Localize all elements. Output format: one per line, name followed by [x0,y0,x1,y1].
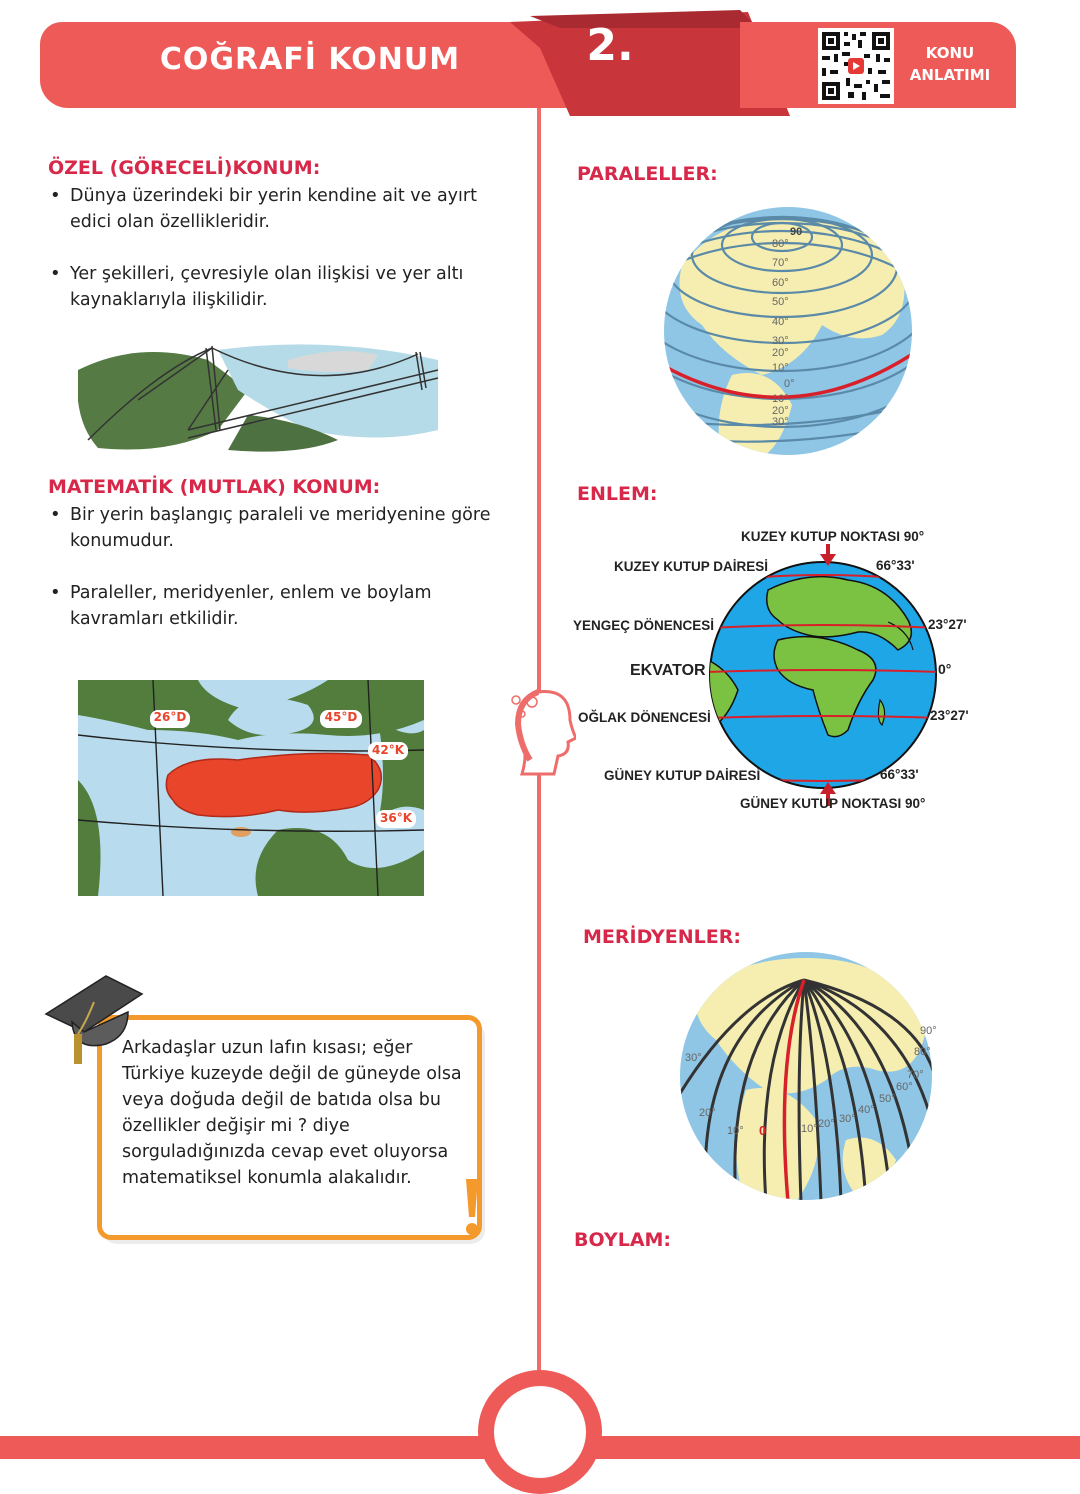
meridian-label: 20° [699,1107,716,1119]
meridian-label: 10° [801,1123,818,1135]
guney-kutup-dairesi-label: GÜNEY KUTUP DAİRESİ [604,768,761,783]
meridian-label: 80° [914,1046,931,1058]
degree-label: 70° [772,257,789,269]
badge-line-1: KONU [925,44,975,62]
meridian-label: 30° [685,1052,702,1064]
badge-line-2: ANLATIMI [909,66,991,84]
degree-label: 10° [772,393,789,405]
list-item: • Bir yerin başlangıç paraleli ve meridyenine göre konumudur. [48,502,518,554]
degree-label: 0° [784,377,795,390]
ekvator-degree: 0° [938,661,952,677]
degree-label: 20° [772,346,789,359]
meridian-label: 50° [879,1093,896,1105]
yengec-donencesi-degree: 23°27' [928,617,967,632]
degree-label: 20° [772,404,789,417]
latitude-globe [708,560,938,790]
meridians-globe [676,950,938,1202]
degree-label: 10° [772,362,789,374]
degree-label: 60° [772,276,789,289]
meridian-label: 90° [920,1025,937,1037]
konu-anlatimi-badge [900,42,1000,86]
exclamation-icon [460,1175,484,1239]
guney-kutup-noktasi-label: GÜNEY KUTUP NOKTASI 90° [740,796,926,811]
meridian-label: 10° [727,1125,744,1137]
parallels-degree-labels [772,227,812,429]
paraleller-heading: PARALELLER: [577,163,718,185]
kuzey-kutup-dairesi-degree: 66°33' [876,558,915,573]
matematik-konum-heading: MATEMATİK (MUTLAK) KONUM: [48,476,381,498]
kuzey-kutup-dairesi-label: KUZEY KUTUP DAİRESİ [614,559,769,574]
enlem-heading: ENLEM: [577,483,658,505]
meridian-label: 60° [896,1081,913,1093]
ozel-konum-list [48,183,518,313]
north-arrow-icon [818,544,838,568]
unit-number: 2. [586,20,634,71]
list-item: • Paraleller, meridyenler, enlem ve boylam kavramları etkilidir. [48,580,518,632]
oglak-donencesi-degree: 23°27' [930,708,969,723]
thinking-head-icon [508,680,576,780]
meridian-label: 30° [839,1113,856,1125]
degree-label: 30° [772,416,789,428]
page-title: COĞRAFİ KONUM [159,42,461,77]
bridge-illustration [78,330,444,456]
kuzey-kutup-noktasi-label: KUZEY KUTUP NOKTASI 90° [741,529,925,544]
degree-label: 80° [772,237,789,250]
meridyenler-heading: MERİDYENLER: [583,926,741,948]
boylam-heading: BOYLAM: [574,1229,672,1251]
guney-kutup-dairesi-degree: 66°33' [880,767,919,782]
note-text: Arkadaşlar uzun lafın kısası; eğer Türkiye kuzeyde değil de güneyde olsa veya doğuda değil de batıda olsa bu özellikler değişir mi ? diye sorguladığınızda cevap evet oluyorsa matematiksel konumla alakalıdır. [122,1038,462,1188]
degree-label: 40° [772,315,789,328]
ozel-konum-heading: ÖZEL (GÖRECELİ)KONUM: [48,157,321,179]
yengec-donencesi-label: YENGEÇ DÖNENCESİ [573,618,715,633]
list-item: • Yer şekilleri, çevresiyle olan ilişkisi ve yer altı kaynaklarıyla ilişkilidir. [48,261,518,313]
degree-label: 30° [772,335,789,347]
ekvator-label: EKVATOR [630,662,706,679]
graduation-cap-icon [44,972,146,1068]
turkey-map [78,680,424,896]
map-label-north: 42°K [372,743,404,757]
meridian-label: 0 [759,1123,767,1138]
degree-label: 50° [772,296,789,308]
map-label-south: 36°K [380,811,412,825]
list-item: • Dünya üzerindeki bir yerin kendine ait ve ayırt edici olan özellikleridir. [48,183,518,235]
oglak-donencesi-label: OĞLAK DÖNENCESİ [578,710,711,725]
meridian-label: 20° [818,1118,835,1130]
footer-page-circle-inner [494,1386,586,1478]
qr-code[interactable] [818,28,894,104]
map-label-east: 45°D [324,710,358,724]
degree-label: 90 [790,226,803,238]
meridian-label: 70° [907,1069,924,1081]
map-label-west: 26°D [153,710,187,724]
matematik-konum-list [48,502,518,632]
meridian-label: 40° [858,1104,875,1116]
